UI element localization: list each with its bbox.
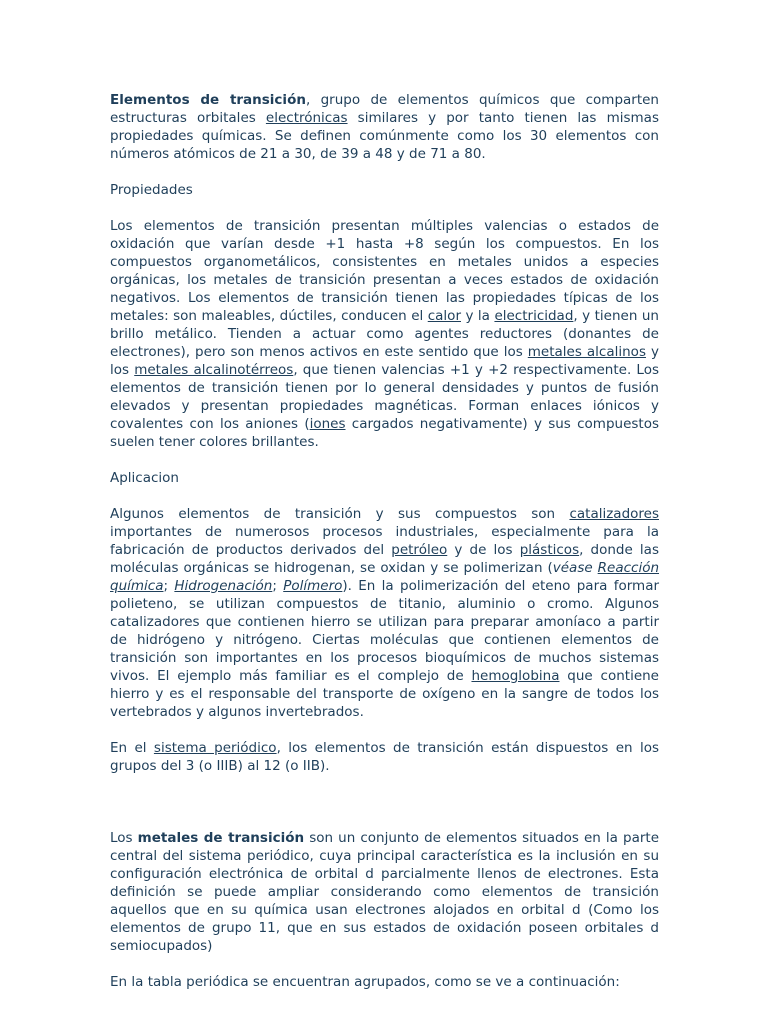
- vease-text: véase: [552, 560, 593, 576]
- text-span: , que tienen valencias +1 y +2 respectivamente. Los elementos de transición tienen por lo general densidades y puntos de fusión elevados y presentan propiedades magnéticas. Forman enlaces iónicos y covalentes con los aniones (: [110, 362, 660, 432]
- text-span: similares y por tanto tienen las mismas propiedades químicas. Se definen comúnmente como los 30 elementos con números atómicos de 21 a 30, de 39 a 48 y de 71 a 80.: [110, 110, 659, 162]
- text-span: ;: [163, 578, 175, 594]
- metals-term: metales de transición: [137, 830, 305, 846]
- text-span: , donde las moléculas orgánicas se hidrogenan, se oxidan y se polimerizan (: [110, 542, 659, 576]
- link-hemoglobina[interactable]: hemoglobina: [471, 668, 560, 684]
- text-span: y la: [461, 308, 495, 324]
- text-span: , los elementos de transición están dispuestos en los grupos del 3 (o IIIB) al 12 (o IIB).: [110, 740, 659, 774]
- text-span: Los: [110, 830, 138, 846]
- text-span: son un conjunto de elementos situados en la parte central del sistema periódico, cuya principal característica es la inclusión en su configuración electrónica de orbital d parcialmente llenos de electrones. Esta definición se puede ampliar considerando como elementos de transición aquellos que en su química usan electrones alojados en orbital d (Como los elementos de grupo 11, que en sus estados de oxidación poseen orbitales d semiocupados): [110, 830, 659, 954]
- text-span: Algunos elementos de transición y sus compuestos son: [110, 506, 570, 522]
- link-electronicas[interactable]: electrónicas: [265, 110, 348, 126]
- link-calor[interactable]: calor: [427, 308, 461, 324]
- link-sistema-periodico[interactable]: sistema periódico: [153, 740, 277, 756]
- periodic-paragraph: [110, 739, 659, 775]
- text-span: que contiene hierro y es el responsable del transporte de oxígeno en la sangre de todos los vertebrados y algunos invertebrados.: [110, 668, 659, 720]
- text-span: importantes de numerosos procesos industriales, especialmente para la fabricación de productos derivados del: [110, 524, 659, 558]
- application-paragraph: [110, 505, 659, 721]
- link-plasticos[interactable]: plásticos: [519, 542, 580, 558]
- link-catalizadores[interactable]: catalizadores: [569, 506, 659, 522]
- text-span: y de los: [447, 542, 520, 558]
- link-petroleo[interactable]: petróleo: [391, 542, 448, 558]
- link-reaccion-quimica[interactable]: Reacción química: [110, 560, 660, 594]
- text-span: En el: [110, 740, 154, 756]
- heading-propiedades: Propiedades: [110, 182, 193, 198]
- text-span: ;: [272, 578, 284, 594]
- text-span: , grupo de elementos químicos que comparten estructuras orbitales: [110, 92, 659, 126]
- text-span: cargados negativamente) y sus compuestos suelen tener colores brillantes.: [110, 416, 659, 450]
- text-span: Los elementos de transición presentan múltiples valencias o estados de oxidación que varían desde +1 hasta +8 según los compuestos. En los compuestos organometálicos, consistentes en metales unidos a especies orgánicas, los metales de transición presentan a veces estados de oxidación negativos. Los elementos de transición tienen las propiedades típicas de los metales: son maleables, dúctiles, conducen el: [110, 218, 659, 324]
- heading-aplicacion: Aplicacion: [110, 470, 179, 486]
- text-span: , y tienen un brillo metálico. Tienden a actuar como agentes reductores (donantes de electrones), pero son menos activos en este sentido que los: [110, 308, 659, 360]
- link-hidrogenacion[interactable]: Hidrogenación: [174, 578, 273, 594]
- link-polimero[interactable]: Polímero: [283, 578, 343, 594]
- link-iones[interactable]: iones: [309, 416, 346, 432]
- link-electricidad[interactable]: electricidad: [494, 308, 574, 324]
- intro-term: Elementos de transición: [110, 92, 306, 108]
- text-span: ). En la polimerización del eteno para formar polieteno, se utilizan compuestos de titanio, aluminio o cromo. Algunos catalizadores que contienen hierro se utilizan para preparar amoníaco a partir de hidrógeno y nitrógeno. Ciertas moléculas que contienen elementos de transición son importantes en los procesos bioquímicos de muchos sistemas vivos. El ejemplo más familiar es el complejo de: [110, 578, 660, 684]
- properties-paragraph: [110, 217, 659, 451]
- link-metales-alcalinos[interactable]: metales alcalinos: [527, 344, 646, 360]
- text-span: y los: [110, 344, 659, 378]
- document-body: [110, 91, 659, 991]
- link-metales-alcalinoterreos[interactable]: metales alcalinotérreos: [134, 362, 294, 378]
- closing-paragraph: En la tabla periódica se encuentran agrupados, como se ve a continuación:: [110, 974, 620, 990]
- intro-paragraph: [110, 91, 659, 163]
- metals-paragraph: [110, 829, 659, 955]
